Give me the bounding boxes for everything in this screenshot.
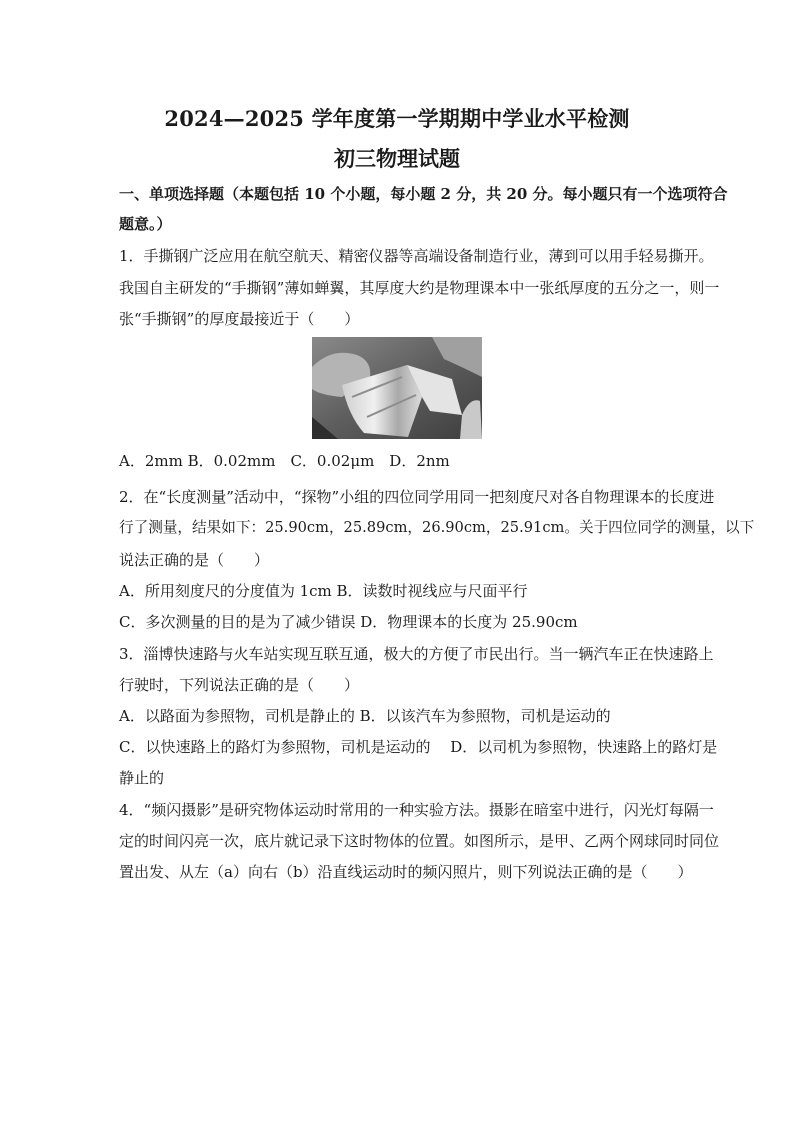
question-2-options: A．所用刻度尺的分度值为 1cm B．读数时视线应与尺面平行 <box>119 582 528 600</box>
question-3-options: A．以路面为参照物，司机是静止的 B．以该汽车为参照物，司机是运动的 <box>119 707 611 725</box>
question-1-text: 张“手撕钢”的厚度最接近于（ ） <box>119 310 360 328</box>
section-heading-cont: 题意。） <box>119 215 172 233</box>
question-2-options: C．多次测量的目的是为了减少错误 D．物理课本的长度为 25.90cm <box>119 613 578 631</box>
question-3-options: C．以快速路上的路灯为参照物，司机是运动的 D．以司机为参照物，快速路上的路灯是 <box>119 738 718 756</box>
question-1-options: A．2mm B．0.02mm C．0.02μm D．2nm <box>119 452 450 470</box>
question-4-text: 定的时间闪亮一次，底片就记录下这时物体的位置。如图所示，是甲、乙两个网球同时同位 <box>119 832 720 850</box>
question-2-text: 2．在“长度测量”活动中，“探物”小组的四位同学用同一把刻度尺对各自物理课本的长度进 <box>119 488 715 506</box>
question-2-text: 行了测量，结果如下：25.90cm，25.89cm，26.90cm，25.91cm。关于四位同学的测量，以下 <box>119 519 755 536</box>
question-2-text: 说法正确的是（ ） <box>119 551 270 569</box>
question-1-text: 1．手撕钢广泛应用在航空航天、精密仪器等高端设备制造行业，薄到可以用手轻易撕开。 <box>119 247 714 265</box>
question-3-text: 行驶时，下列说法正确的是（ ） <box>119 676 360 694</box>
exam-title: 2024—2025 学年度第一学期期中学业水平检测 <box>164 106 630 131</box>
torn-steel-foil-photo-icon <box>312 337 482 439</box>
exam-subtitle: 初三物理试题 <box>334 146 460 171</box>
question-4-text: 置出发、从左（a）向右（b）沿直线运动时的频闪照片，则下列说法正确的是（ ） <box>119 863 693 881</box>
section-heading: 一、单项选择题（本题包括 10 个小题，每小题 2 分，共 20 分。每小题只有一个选项符合 <box>119 185 728 203</box>
question-3-text: 3．淄博快速路与火车站实现互联互通，极大的方便了市民出行。当一辆汽车正在快速路上 <box>119 645 714 663</box>
question-3-options: 静止的 <box>119 769 165 787</box>
question-4-text: 4．“频闪摄影”是研究物体运动时常用的一种实验方法。摄影在暗室中进行，闪光灯每隔一 <box>119 801 714 819</box>
question-1-text: 我国自主研发的“手撕钢”薄如蝉翼，其厚度大约是物理课本中一张纸厚度的五分之一，则一 <box>119 279 720 297</box>
